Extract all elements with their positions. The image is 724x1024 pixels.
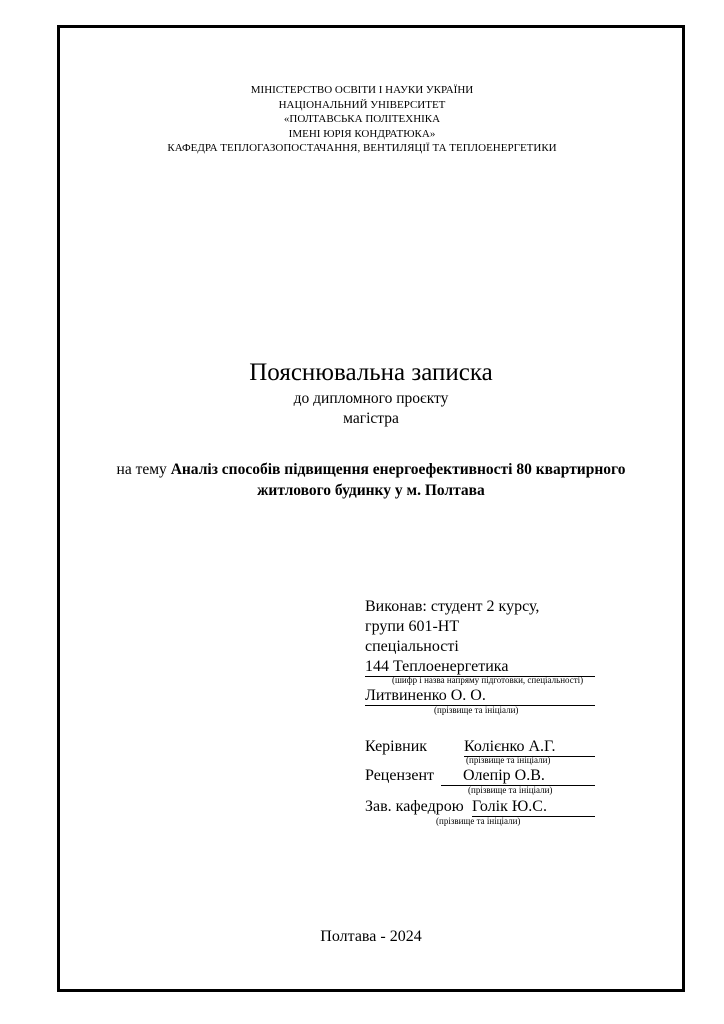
author-line-2: групи 601-НТ [365, 618, 460, 635]
page-frame [57, 25, 685, 992]
institution-header [0, 83, 724, 156]
student-name-caption: (прізвище та ініціали) [434, 705, 519, 715]
author-line-1: Виконав: студент 2 курсу, [365, 598, 540, 615]
city-year: Полтава - 2024 [320, 928, 422, 945]
specialty-value: 144 Теплоенергетика [365, 658, 595, 677]
header-line: «ПОЛТАВСЬКА ПОЛІТЕХНІКА [283, 113, 441, 126]
student-name-field [365, 686, 595, 706]
supervisor-row [365, 737, 595, 757]
header-line: ІМЕНІ ЮРІЯ КОНДРАТЮКА» [288, 127, 436, 140]
document-subtitle: до дипломного проєкту [293, 390, 449, 407]
student-name: Литвиненко О. О. [365, 687, 595, 706]
supervisor-caption: (прізвище та ініціали) [466, 755, 551, 765]
header-line: МІНІСТЕРСТВО ОСВІТИ І НАУКИ УКРАЇНИ [250, 84, 474, 96]
specialty-field [365, 657, 595, 677]
reviewer-label: Рецензент [365, 767, 434, 784]
reviewer-name: Олепір О.В. [463, 767, 545, 784]
reviewer-caption: (прізвище та ініціали) [468, 785, 553, 795]
head-row [365, 797, 595, 817]
specialty-caption: (шифр і назва напряму підготовки, спеціальності) [392, 675, 584, 685]
head-label: Зав. кафедрою [365, 798, 464, 815]
document-title: Пояснювальна записка [249, 359, 493, 386]
degree-label: магістра [343, 410, 399, 427]
topic-text: Аналіз способів підвищення енергоефективності 80 квартирного житлового будинку у м. Полтава [170, 461, 626, 499]
reviewer-name-field [441, 767, 595, 786]
header-line: НАЦІОНАЛЬНИЙ УНІВЕРСИТЕТ [278, 98, 446, 111]
head-caption: (прізвище та ініціали) [436, 816, 521, 826]
topic-prefix: на тему [116, 461, 171, 478]
header-line: КАФЕДРА ТЕПЛОГАЗОПОСТАЧАННЯ, ВЕНТИЛЯЦІЇ ТА ТЕПЛОЕНЕРГЕТИКИ [167, 142, 557, 155]
reviewer-row [365, 766, 595, 786]
head-name: Голік Ю.С. [472, 798, 595, 817]
supervisor-label: Керівник [365, 738, 428, 755]
author-line-3: спеціальності [365, 638, 459, 655]
thesis-topic [88, 459, 654, 501]
supervisor-name: Колієнко А.Г. [464, 738, 595, 757]
